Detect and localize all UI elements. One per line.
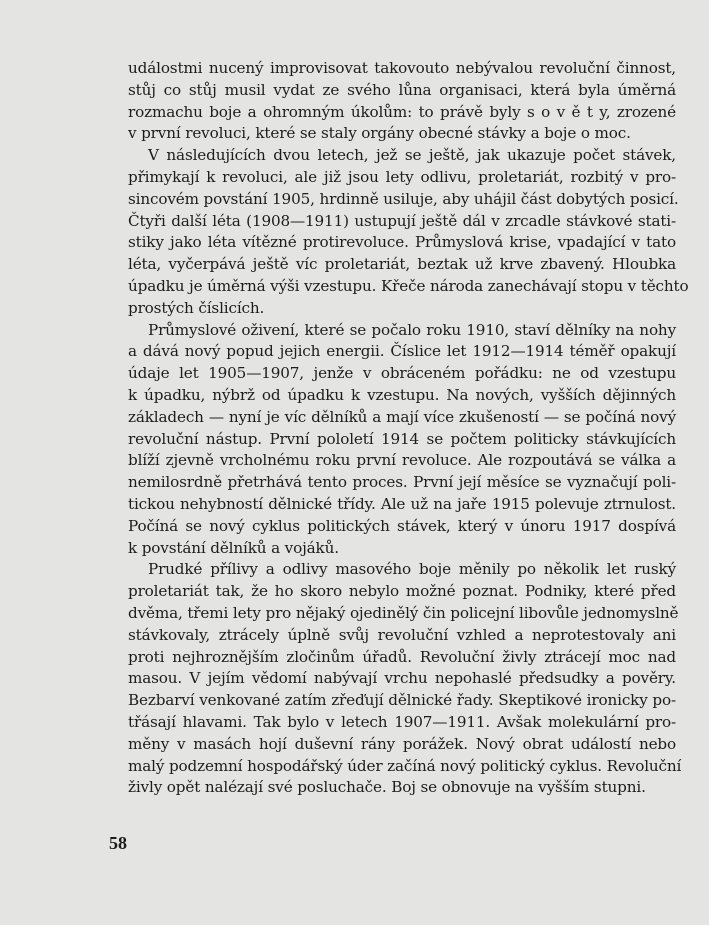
- text-line: údaje let 1905—1907, jenže v obráceném pořádku: ne od vzestupu: [128, 364, 676, 383]
- text-line: tickou nehybností dělnické třídy. Ale už na jaře 1915 polevuje ztrnulost.: [128, 494, 676, 513]
- paragraph: [128, 58, 676, 145]
- text-line: revoluční nástup. První pololetí 1914 se počtem politicky stávkujících: [128, 429, 676, 448]
- text-line: proletariát tak, že ho skoro nebylo možné poznat. Podniky, které před: [128, 582, 676, 601]
- text-line: stávkovaly, ztrácely úplně svůj revoluční vzhled a neprotestovaly ani: [128, 625, 676, 644]
- text-line: prostých číslicích.: [128, 298, 265, 317]
- text-line: stůj co stůj musil vydat ze svého lůna organisaci, která byla úměrná: [128, 80, 676, 99]
- text-line: nemilosrdně přetrhává tento proces. První její měsíce se vyznačují poli-: [128, 473, 676, 492]
- text-line: Počíná se nový cyklus politických stávek, který v únoru 1917 dospívá: [128, 516, 676, 535]
- body-text: [128, 58, 689, 799]
- text-line: sincovém povstání 1905, hrdinně usiluje, aby uhájil část dobytých posicí.: [128, 189, 679, 208]
- page-number: 58: [109, 833, 127, 853]
- text-line: stiky jako léta vítězné protirevoluce. Průmyslová krise, vpadající v tato: [128, 233, 676, 252]
- text-line: k povstání dělníků a vojáků.: [128, 538, 339, 557]
- text-line: Bezbarví venkované zatím zřeďují dělnické řady. Skeptikové ironicky po-: [128, 691, 676, 710]
- text-line: k úpadku, nýbrž od úpadku k vzestupu. Na nových, vyšších dějinných: [128, 385, 676, 404]
- text-line: rozmachu boje a ohromným úkolům: to právě byly s o v ě t y, zrozené: [128, 102, 676, 121]
- text-line: měny v masách hojí duševní rány porážek. Nový obrat událostí nebo: [128, 734, 676, 753]
- text-line: masou. V jejím vědomí nabývají vrchu nepohaslé předsudky a pověry.: [128, 669, 676, 688]
- text-line: přimykají k revoluci, ale již jsou lety odlivu, proletariát, rozbitý v pro-: [128, 167, 676, 186]
- text-line: léta, vyčerpává ještě víc proletariát, beztak už krve zbavený. Hloubka: [128, 255, 676, 274]
- text-line: Prudké přílivy a odlivy masového boje měnily po několik let ruský: [148, 560, 676, 579]
- text-line: Průmyslové oživení, které se počalo roku 1910, staví dělníky na nohy: [148, 320, 676, 339]
- text-line: živly opět nalézají své posluchače. Boj se obnovuje na vyšším stupni.: [128, 778, 646, 797]
- text-line: malý podzemní hospodářský úder začíná nový politický cyklus. Revoluční: [128, 756, 682, 775]
- text-line: blíží zjevně vrcholnému roku první revoluce. Ale rozpoutává se válka a: [128, 451, 676, 470]
- text-line: Čtyři další léta (1908—1911) ustupují ještě dál v zrcadle stávkové stati-: [128, 211, 676, 230]
- paragraph: [128, 320, 676, 560]
- text-line: dvěma, třemi lety pro nějaký ojedinělý čin policejní libovůle jednomyslně: [128, 603, 679, 622]
- paragraph: [128, 559, 682, 799]
- text-line: úpadku je úměrná výši vzestupu. Křeče národa zanechávají stopu v těchto: [128, 276, 689, 295]
- text-line: proti nejhroznějším zločinům úřadů. Revoluční živly ztrácejí moc nad: [128, 647, 676, 666]
- text-line: třásají hlavami. Tak bylo v letech 1907—1911. Avšak molekulární pro-: [128, 712, 676, 731]
- text-line: v první revoluci, které se staly orgány obecné stávky a boje o moc.: [128, 124, 631, 143]
- text-line: základech — nyní je víc dělníků a mají více zkušeností — se počíná nový: [128, 407, 676, 426]
- paragraph: [128, 145, 689, 319]
- text-line: událostmi nucený improvisovat takovouto nebývalou revoluční činnost,: [128, 59, 676, 77]
- text-line: V následujících dvou letech, jež se ještě, jak ukazuje počet stávek,: [148, 146, 676, 165]
- text-line: a dává nový popud jejich energii. Číslice let 1912—1914 téměř opakují: [128, 342, 676, 361]
